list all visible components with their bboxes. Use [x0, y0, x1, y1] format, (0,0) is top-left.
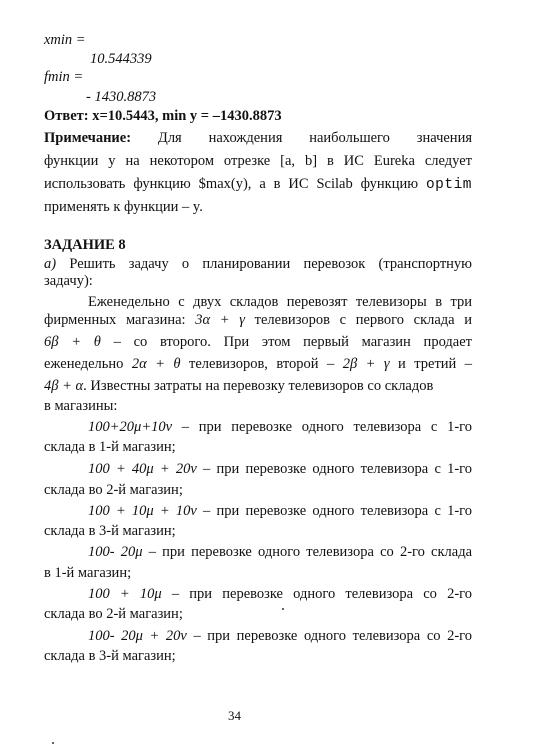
task-intro-label: а): [44, 256, 57, 272]
task-para-text-2a: фирменных магазина:: [44, 312, 186, 328]
task-para-text-4c: и третий –: [398, 356, 473, 372]
task-intro-line-2: задачу):: [44, 273, 93, 289]
cost-formula: 100 + 10μ: [88, 586, 162, 602]
answer-line: [44, 107, 282, 125]
task-heading: ЗАДАНИЕ 8: [44, 237, 126, 253]
task-intro-text: Решить задачу о планировании перевозок (транспортную: [56, 256, 472, 272]
xmin-value: 10.544339: [90, 51, 152, 67]
cost-item-5-cont: склада во 2-й магазин;: [44, 606, 183, 622]
cost-item-6: [88, 627, 472, 645]
note-text-1: Для нахождения наибольшего значения: [157, 130, 473, 146]
task-intro-line-1: [44, 255, 472, 273]
fmin-value: - 1430.8873: [86, 89, 157, 105]
cost-formula: 100- 20μ + 20ν: [88, 628, 187, 644]
formula-2a-theta: 2α + θ: [131, 356, 181, 372]
scan-speck: [282, 608, 284, 610]
note-text-3: использовать функцию $max(y), а в ИС Scilab функцию: [44, 176, 426, 192]
cost-formula: 100+20μ+10ν: [88, 419, 173, 435]
task-para-text-4b: телевизоров, второй –: [189, 356, 335, 372]
task-para-text-3b: – со второго. При этом первый магазин продает: [113, 334, 472, 350]
note-line-2: функции y на некотором отрезке [a, b] в ИС Eureka следует: [44, 153, 472, 169]
cost-item-4: [88, 543, 472, 561]
task-para-text-5b: . Известны затраты на перевозку телевизоров со складов: [83, 378, 434, 394]
cost-text: – при перевозке одного телевизора со 2-го: [161, 586, 472, 602]
cost-item-2-cont: склада во 2-й магазин;: [44, 482, 183, 498]
cost-text: – при перевозке одного телевизора со 2-го: [186, 628, 473, 644]
cost-item-2: [88, 460, 472, 478]
cost-item-6-cont: склада в 3-й магазин;: [44, 648, 176, 664]
note-code: optim: [425, 177, 472, 193]
formula-2b-gamma: 2β + γ: [342, 356, 390, 372]
cost-text: – при перевозке одного телевизора с 1-го: [196, 461, 472, 477]
cost-text: – при перевозке одного телевизора с 1-го: [196, 503, 472, 519]
formula-3a-gamma: 3α + γ: [195, 312, 245, 328]
note-label: Примечание:: [44, 130, 132, 146]
answer-text: x=10.5443, min y = –1430.8873: [92, 108, 282, 124]
task-para-line-5: [44, 377, 433, 395]
task-para-text-4a: еженедельно: [44, 356, 124, 372]
task-para-text-2b: телевизоров с первого склада и: [254, 312, 473, 328]
scan-speck: [52, 742, 54, 744]
cost-text: – при перевозке одного телевизора с 1-го: [172, 419, 472, 435]
cost-formula: 100 + 10μ + 10ν: [88, 503, 197, 519]
note-line-4: применять к функции – y.: [44, 199, 203, 215]
cost-formula: 100- 20μ: [88, 544, 143, 560]
formula-4b-alpha: 4β + α: [44, 378, 84, 394]
xmin-label: xmin =: [44, 32, 86, 48]
fmin-label: fmin =: [44, 69, 84, 85]
cost-item-3: [88, 502, 472, 520]
cost-item-1: [88, 418, 472, 436]
task-para-line-6: в магазины:: [44, 398, 118, 414]
answer-label: Ответ:: [44, 108, 89, 124]
cost-formula: 100 + 40μ + 20ν: [88, 461, 197, 477]
formula-6b-theta: 6β + θ: [44, 334, 101, 350]
cost-item-5: [88, 585, 472, 603]
cost-item-4-cont: в 1-й магазин;: [44, 565, 132, 581]
note-line-3: [44, 175, 472, 194]
cost-item-1-cont: склада в 1-й магазин;: [44, 439, 176, 455]
page-number: 34: [228, 708, 241, 723]
cost-item-3-cont: склада в 3-й магазин;: [44, 523, 176, 539]
cost-text: – при перевозке одного телевизора со 2-го склада: [142, 544, 473, 560]
task-para-line-4: [44, 355, 472, 373]
task-para-line-1: Еженедельно с двух складов перевозят телевизоры в три: [88, 294, 472, 310]
task-para-line-2: [44, 311, 472, 329]
note-line-1: [44, 129, 472, 147]
task-para-line-3: [44, 333, 472, 351]
